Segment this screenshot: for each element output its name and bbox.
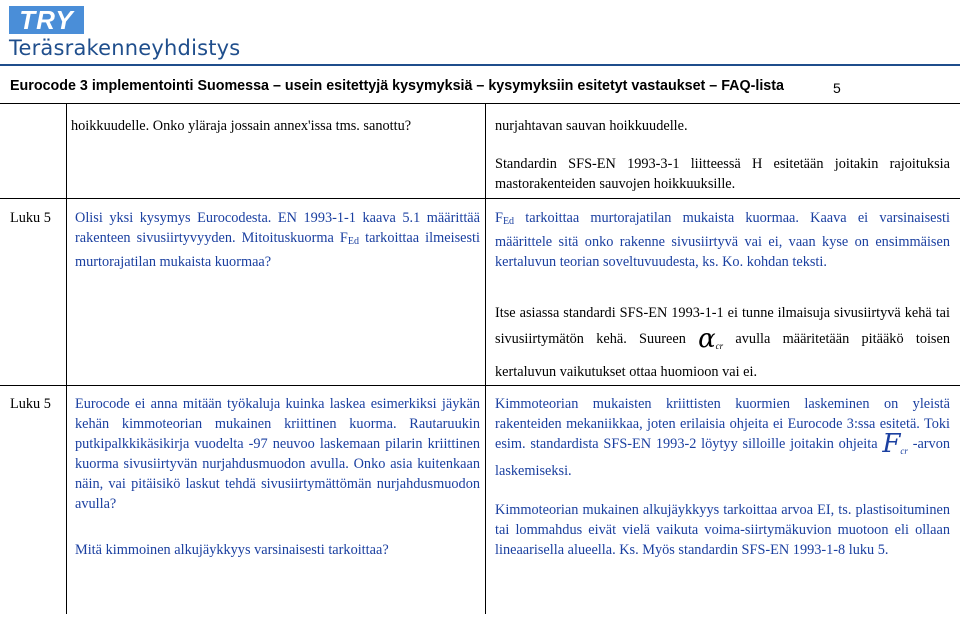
row3-answer-p2: Kimmoteorian mukainen alkujäykkyys tarkoittaa arvoa EI, ts. plastisoituminen tai lommahdus eivät vielä vaikuta voima-siirtymäkuvion muotoon eli ollaan lineaarisella alueella. Ks. Myös standardin SFS-EN 1993-1-8 luku 5. [495,502,950,558]
row2-question-sub: Ed [347,236,359,247]
table-row-divider-1 [0,198,960,199]
row1-answer-line2: Standardin SFS-EN 1993-3-1 liitteessä H esitetään joitakin rajoituksia mastorakenteiden sauvojen hoikkuuksille. [495,156,950,192]
row3-answer-p1-text: Kimmoteorian mukaisten kriittisten kuormien laskeminen on yleistä rakenteiden mekaniikkaa, joten erilaisia ohjeita ei Eurocode 3:ssa esitetä. Toki esim. standardista SFS-EN 1993-2 löytyy silloille joitakin ohjeita [495,396,950,452]
row2-answer-p2-text: Itse asiassa standardi SFS-EN 1993-1-1 ei tunne ilmaisuja sivusiirtyvä kehä tai sivusiirtymätön kehä. Suureen [495,305,950,347]
row2-answer-f: F [495,210,503,226]
row3-answer-p1-tail: -arvon laskemiseksi. [495,436,951,479]
row1-answer-line1: nurjahtavan sauvan hoikkuudelle. [495,118,688,134]
alpha-sub: cr [715,341,724,351]
logo-text: TRY [19,5,74,35]
page-number: 5 [833,80,841,96]
row2-answer-p1 [495,208,950,272]
header-divider [0,103,960,104]
row2-answer-p2-tail: avulla määritetään pitääkö toisen kertaluvun vaikutukset ottaa huomioon vai ei. [495,331,950,380]
organization-name: Teräsrakenneyhdistys [9,36,241,60]
row3-answer-p1 [495,394,950,481]
table-row-divider-2 [0,385,960,386]
row2-question-part-b: Mitoituskuorma F [241,230,348,246]
row2-answer-p1-text: tarkoittaa murtorajatilan mukaista kuormaa. Kaava ei varsinaisesti määrittele sitä onko rakenne sivusiirtyvä vai ei, vaan kyse on ensimmäisen kertaluvun teorian soveltuvuudesta, ks. Ko. kohdan teksti. [495,210,950,270]
table-column-divider-2 [485,104,486,614]
document-title: Eurocode 3 implementointi Suomessa – usein esitettyjä kysymyksiä – kysymyksiin esitetyt vastaukset – FAQ-lista [10,78,784,94]
row2-question-part-c: tarkoittaa ilmeisesti murtorajatilan mukaista kuormaa? [75,230,480,270]
row2-question [75,208,480,272]
table-column-divider-1 [66,104,67,614]
row3-chapter: Luku 5 [10,396,51,412]
row2-answer-p2 [495,300,950,385]
alpha-symbol: α [698,324,716,354]
try-logo [9,6,84,34]
row3-question-2: Mitä kimmoinen alkujäykkyys varsinaisesti tarkoittaa? [75,542,389,558]
row3-question: Eurocode ei anna mitään työkaluja kuinka laskea esimerkiksi jäykän kehän kimmoteorian mukainen kriittinen kuorma. Rautaruukin putkipalkkikäsikirja vuodelta -97 neuvoo laskemaan pilarin kriittinen kuorma sivusiirtyvän nurjahdusmuodon avulla. Onko asia kuitenkaan näin, vai pitäisikö laskut tehdä sivusiirtymättömän nurjahdusmuodon avulla? [75,396,480,512]
row2-answer-f-sub: Ed [502,216,515,227]
row1-question: hoikkuudelle. Onko yläraja jossain annex'issa tms. sanottu? [71,118,412,134]
fcr-symbol: F [882,429,901,459]
logo-divider [0,64,960,66]
row2-chapter: Luku 5 [10,210,51,226]
fcr-sub: cr [900,446,908,456]
row2-question-part-a: Olisi yksi kysymys Eurocodesta. EN 1993-1-1 kaava 5.1 määrittää rakenteen sivusiirtyvyyden. [75,210,480,246]
